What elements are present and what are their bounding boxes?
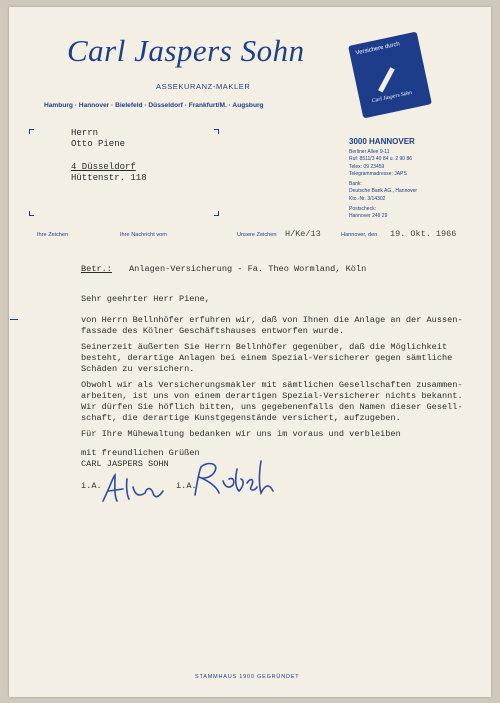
window-mark <box>29 129 34 134</box>
subject-label: Betr.: <box>81 264 112 274</box>
unsere-zeichen-value: H/Ke/13 <box>285 229 321 239</box>
sender-line: Hannover 249 29 <box>349 213 388 220</box>
label-ihre-zeichen: Ihre Zeichen <box>37 232 69 238</box>
label-ihre-nachricht: Ihre Nachricht vom <box>120 232 167 238</box>
sender-line: Deutsche Bank AG., Hannover <box>349 188 418 195</box>
sender-line: Kto.-Nr. 3/14302 <box>349 195 386 202</box>
label-unsere-zeichen: Unsere Zeichen <box>237 232 277 238</box>
body-line: von Herrn Bellnhöfer erfuhren wir, daß von Ihnen die Anlage an der Aussen- <box>81 315 463 325</box>
handwritten-signature <box>99 469 169 509</box>
body-line: schaft, die derartige Kunstgegenstände versichert, aufzugeben. <box>81 413 401 423</box>
fold-mark <box>10 319 18 320</box>
company-subtitle: ASSEKURANZ-MAKLER <box>156 82 251 91</box>
body-line: besteht, derartige Anlagen bei einem Spezial-Versicherer gegen sämtliche <box>81 353 453 363</box>
stamp-label: Versichere durch <box>355 41 401 57</box>
body-line: Für Ihre Mühewaltung bedanken wir uns im voraus und verbleiben <box>81 429 401 439</box>
sender-line: Telex: 09 23459 <box>349 163 385 170</box>
body-line: Seinerzeit äußerten Sie Herrn Bellnhöfer gegenüber, daß die Möglichkeit <box>81 342 448 352</box>
body-line: arbeiten, ist uns von einem derartigen Spezial-Versicherer nichts bekannt. <box>81 391 463 401</box>
ia-label: i.A. <box>81 481 102 491</box>
sender-line: Telegrammadresse: JAPS <box>349 170 407 177</box>
recipient-line: Otto Piene <box>71 139 126 149</box>
recipient-line: 4 Düsseldorf <box>71 162 136 172</box>
sender-city: 3000 HANNOVER <box>349 137 415 146</box>
recipient-line: Hüttenstr. 118 <box>71 173 147 183</box>
window-mark <box>29 211 34 216</box>
letter-date: 19. Okt. 1966 <box>390 229 457 239</box>
ia-label: i.A. <box>176 481 197 491</box>
handwritten-signature <box>189 457 279 502</box>
closing-line: mit freundlichen Grüßen <box>81 448 200 458</box>
brand-stamp-logo <box>348 32 432 119</box>
recipient-line: Herrn <box>71 128 99 138</box>
stamp-signature: Carl Jaspers Sohn <box>371 89 413 105</box>
body-line: Schäden zu versichern. <box>81 364 195 374</box>
sender-line: Ruf: 8511/3 40 84 u. 2 90 86 <box>349 156 413 163</box>
sender-line: Postscheck: <box>349 206 376 213</box>
body-line: fassade des Kölner Geschäftshauses entworfen wurde. <box>81 326 345 336</box>
sender-block <box>349 137 417 221</box>
pen-icon <box>378 67 395 92</box>
window-mark <box>214 211 219 216</box>
window-mark <box>214 129 219 134</box>
subject-line: Anlagen-Versicherung - Fa. Theo Wormland, Köln <box>129 264 367 274</box>
company-logo: Carl Jaspers Sohn <box>67 33 305 68</box>
salutation: Sehr geehrter Herr Piene, <box>81 294 210 304</box>
footer-founded: STAMMHAUS 1900 GEGRÜNDET <box>195 674 300 680</box>
closing-company: CARL JASPERS SOHN <box>81 459 169 469</box>
letter-page <box>9 7 491 697</box>
body-line: Obwohl wir als Versicherungsmakler mit sämtlichen Gesellschaften zusammen- <box>81 380 463 390</box>
label-place-date: Hannover, den <box>341 232 378 238</box>
sender-line: Berliner Allee 9-11 <box>349 149 390 155</box>
branch-cities: Hamburg · Hannover · Bielefeld · Düsseldorf · Frankfurt/M. · Augsburg <box>44 102 264 109</box>
body-line: Wir dürfen Sie höflich bitten, uns gegebenenfalls den Namen dieser Gesell- <box>81 402 463 412</box>
sender-line: Bank: <box>349 181 362 188</box>
